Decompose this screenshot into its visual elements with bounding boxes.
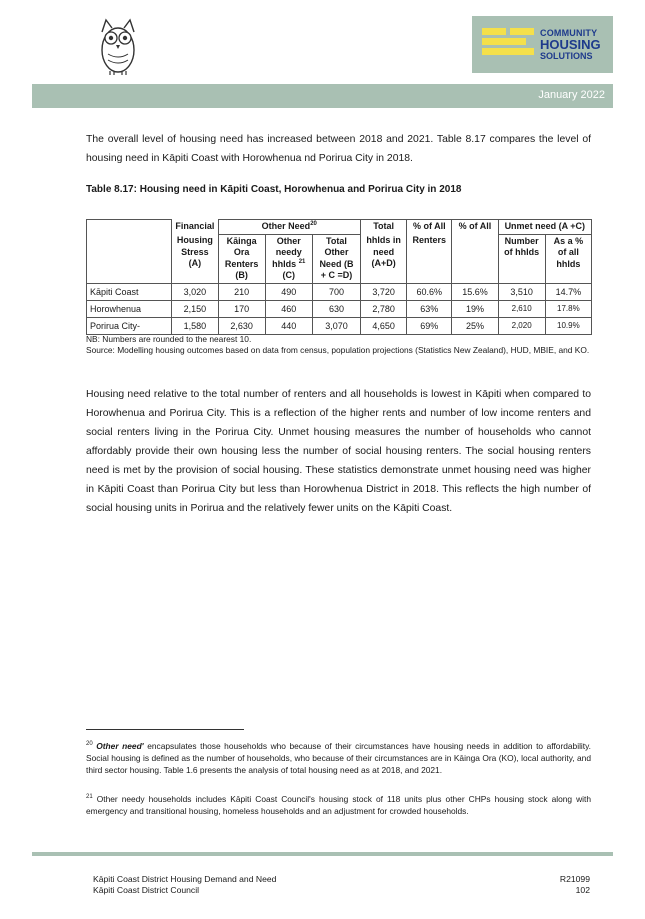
footnote-20	[86, 740, 591, 776]
cell-unmet-n: 2,020	[498, 317, 545, 334]
cell-pct-renters: 63%	[407, 300, 452, 317]
footer-report-code: R21099	[559, 874, 590, 884]
housing-need-table	[86, 219, 592, 335]
cell-unmet-n: 3,510	[498, 283, 545, 300]
footer-client: Kāpiti Coast District Council	[93, 885, 200, 895]
table-row	[87, 300, 592, 317]
header-other-needy	[265, 234, 312, 283]
cell-d: 630	[312, 300, 360, 317]
footnote-num: 20	[86, 741, 93, 748]
brand-text	[540, 28, 601, 61]
cell-b: 170	[218, 300, 265, 317]
footer-band	[32, 852, 613, 856]
table-row	[87, 283, 592, 300]
stacked-bars-icon	[480, 26, 536, 64]
cell-unmet-pct: 14.7%	[545, 283, 591, 300]
rounding-note: NB: Numbers are rounded to the nearest 10.	[86, 334, 252, 344]
cell-unmet-pct: 10.9%	[545, 317, 591, 334]
cell-c: 490	[265, 283, 312, 300]
other-needy-c: (C)	[282, 270, 296, 280]
footnote-ref-20: 20	[310, 221, 317, 227]
owl-logo-icon	[90, 14, 146, 76]
header-kainga: Kāinga Ora Renters (B)	[218, 234, 265, 283]
header-financial-sub: Housing Stress (A)	[172, 234, 218, 283]
header-unmet: Unmet need (A +C)	[498, 220, 591, 235]
source-note: Source: Modelling housing outcomes based on data from census, population projections (Statistics New Zealand), HUD, MBIE, and KO.	[86, 345, 590, 355]
cell-c: 440	[265, 317, 312, 334]
brand-line-1: COMMUNITY	[540, 28, 598, 38]
cell-b: 2,630	[218, 317, 265, 334]
footnote-term: Other need'	[96, 741, 144, 751]
cell-d: 3,070	[312, 317, 360, 334]
cell-unmet-n: 2,610	[498, 300, 545, 317]
header-other-need	[218, 220, 361, 235]
table-notes	[86, 334, 592, 356]
report-date: January 2022	[538, 89, 605, 101]
header-total: Total	[361, 220, 407, 235]
footnote-num: 21	[86, 794, 93, 801]
header-pct-renters-sub: Renters	[407, 234, 452, 283]
footer-left	[93, 874, 276, 896]
cell-pct-renters: 60.6%	[407, 283, 452, 300]
header-financial: Financial	[172, 220, 218, 235]
header-unmet-pct: As a % of all hhlds	[545, 234, 591, 283]
footnote-21	[86, 793, 591, 817]
header-unmet-number: Number of hhlds	[498, 234, 545, 283]
row-name: Porirua City-	[87, 317, 172, 334]
cell-c: 460	[265, 300, 312, 317]
cell-unmet-pct: 17.8%	[545, 300, 591, 317]
cell-a: 3,020	[172, 283, 218, 300]
analysis-paragraph: Housing need relative to the total number of renters and all households is lowest in Kāpiti when compared to Horowhenua and Porirua City. This is a reflection of the higher rents and number of low income renters and social renters living in the Porirua City. Unmet housing measures the number of households who cannot affordably provide their own housing less the number of social housing renters. The social housing renters need is met by the provision of social housing. These statistics demonstrate unmet housing need was higher in Kāpiti Coast than Porirua City but less than Horowhenua District in 2018. This reflects the high number of social housing units in Porirua and the relatively fewer units on the Kāpiti Coast.	[86, 389, 591, 514]
header-blank	[87, 220, 172, 284]
cell-b: 210	[218, 283, 265, 300]
intro-paragraph: The overall level of housing need has increased between 2018 and 2021. Table 8.17 compares the level of housing need in Kāpiti Coast with Horowhenua nd Porirua City in 2018.	[86, 134, 591, 164]
community-housing-solutions-logo	[472, 16, 613, 73]
brand-line-3: SOLUTIONS	[540, 51, 593, 61]
row-name: Horowhenua	[87, 300, 172, 317]
cell-a: 1,580	[172, 317, 218, 334]
footer-right	[560, 874, 590, 896]
cell-total: 3,720	[361, 283, 407, 300]
other-need-label: Other Need	[261, 221, 311, 231]
header-total-sub: hhlds in need (A+D)	[361, 234, 407, 283]
cell-pct-all: 15.6%	[452, 283, 498, 300]
cell-a: 2,150	[172, 300, 218, 317]
table-row	[87, 317, 592, 334]
cell-pct-all: 19%	[452, 300, 498, 317]
cell-pct-renters: 69%	[407, 317, 452, 334]
footnote-text: Other needy households includes Kāpiti Coast Council's housing stock of 118 units plus other CHPs housing stock along with emergency and transitional housing, homeless households and an adjustment for crowded households.	[86, 794, 592, 816]
footnote-text: encapsulates those households who because of their circumstances have housing needs in addition to affordability. Social housing is defined as the number of households, who because of their circumstances are in Kāinga Ora (KO), local authority, and third sector housing. Table 1.6 presents the analysis of total housing need as at 2018, and 2021.	[86, 741, 592, 775]
footer-report-title: Kāpiti Coast District Housing Demand and Need	[93, 874, 277, 884]
footnote-divider	[86, 729, 244, 730]
header-pct-all: % of All	[452, 220, 498, 284]
cell-total: 2,780	[361, 300, 407, 317]
header-pct-renters: % of All	[407, 220, 452, 235]
cell-d: 700	[312, 283, 360, 300]
header-total-other: Total Other Need (B + C =D)	[312, 234, 360, 283]
table-caption: Table 8.17: Housing need in Kāpiti Coast, Horowhenua and Porirua City in 2018	[86, 184, 462, 195]
other-needy-label: Other needy hhlds	[272, 235, 302, 269]
header-band	[32, 84, 613, 108]
page-number: 102	[575, 885, 590, 895]
cell-total: 4,650	[361, 317, 407, 334]
footnote-ref-21: 21	[298, 258, 306, 265]
brand-line-2: HOUSING	[540, 37, 601, 52]
row-name: Kāpiti Coast	[87, 283, 172, 300]
cell-pct-all: 25%	[452, 317, 498, 334]
